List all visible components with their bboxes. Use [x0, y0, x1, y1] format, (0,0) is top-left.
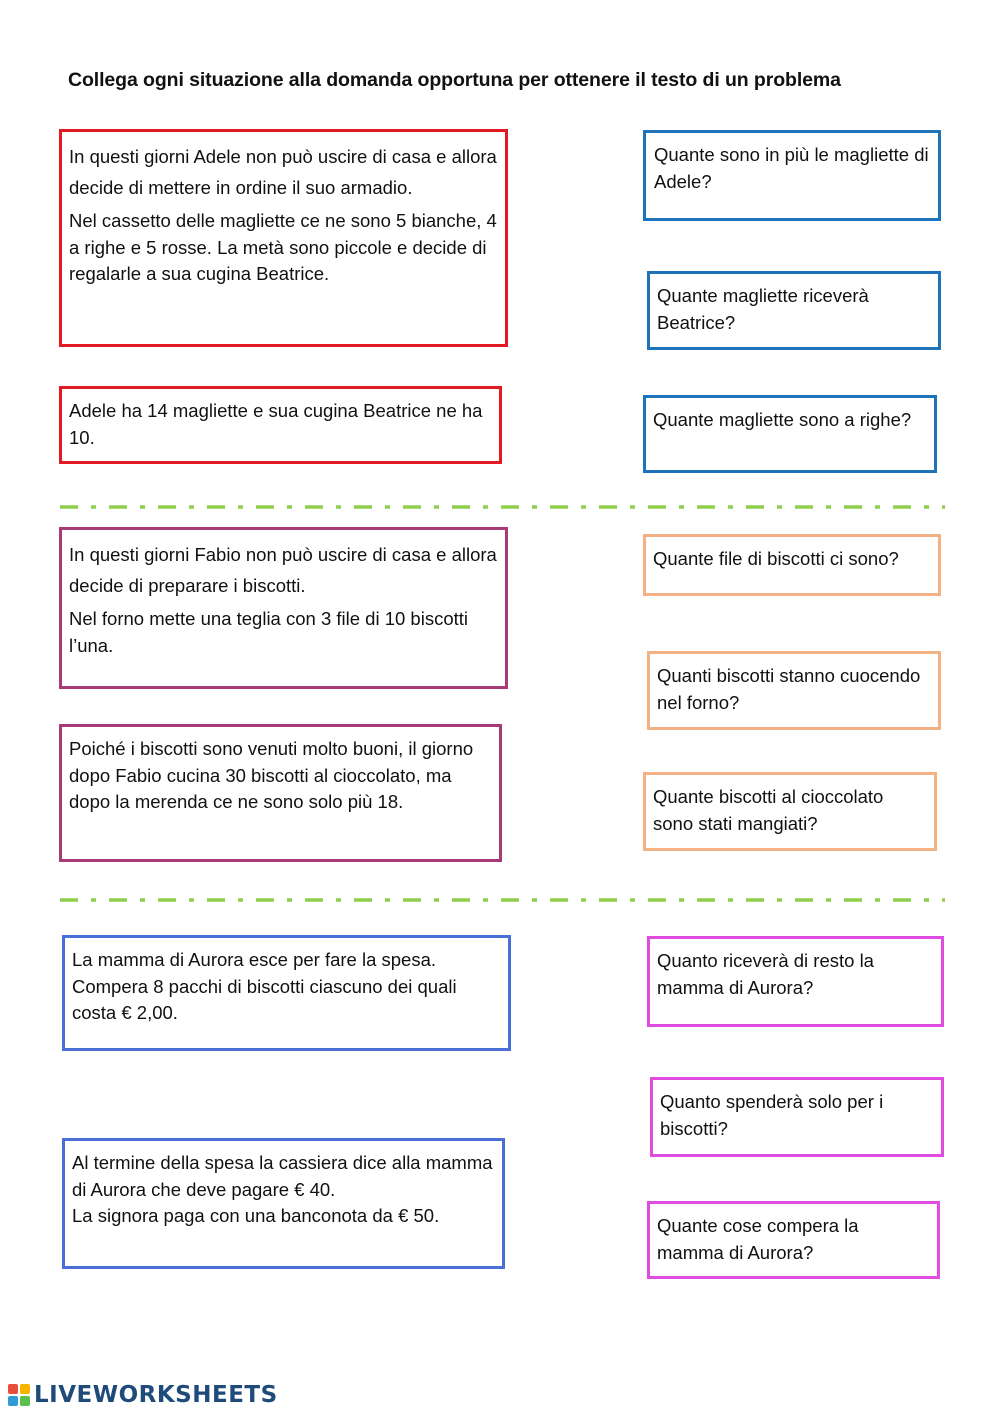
question-box-magliette-in-piu[interactable]: [643, 130, 941, 221]
question-box-cose-comperate[interactable]: [647, 1201, 940, 1279]
section-separator: [60, 503, 945, 511]
question-text: Quanto spenderà solo per i biscotti?: [660, 1091, 884, 1139]
situation-box-fabio-biscotti[interactable]: [59, 527, 508, 689]
question-box-resto[interactable]: [647, 936, 944, 1027]
situation-box-cassiera[interactable]: [62, 1138, 505, 1269]
question-text: Quante biscotti al cioccolato sono stati mangiati?: [653, 786, 884, 834]
situation-text: La mamma di Aurora esce per fare la spesa.: [72, 949, 437, 970]
question-text: Quante magliette sono a righe?: [653, 409, 912, 430]
question-box-file-biscotti[interactable]: [643, 534, 941, 596]
liveworksheets-logo-icon: [8, 1384, 30, 1406]
question-text: Quanto riceverà di resto la mamma di Aurora?: [657, 950, 874, 998]
question-text: Quante file di biscotti ci sono?: [653, 548, 899, 569]
question-box-biscotti-mangiati[interactable]: [643, 772, 937, 851]
liveworksheets-logo[interactable]: [8, 1379, 278, 1411]
question-text: Quante cose compera la mamma di Aurora?: [657, 1215, 859, 1263]
question-text: Quante sono in più le magliette di Adele?: [654, 144, 929, 192]
situation-box-biscotti-cioccolato[interactable]: [59, 724, 502, 862]
question-text: Quanti biscotti stanno cuocendo nel forno?: [657, 665, 921, 713]
question-box-biscotti-forno[interactable]: [647, 651, 941, 730]
page-title: Collega ogni situazione alla domanda opportuna per ottenere il testo di un problema: [68, 69, 841, 91]
question-text: Quante magliette riceverà Beatrice?: [657, 285, 869, 333]
situation-text: Compera 8 pacchi di biscotti ciascuno dei quali costa € 2,00.: [72, 975, 457, 1023]
section-separator: [60, 896, 945, 904]
situation-text: La signora paga con una banconota da € 50.: [72, 1205, 440, 1226]
situation-text: Adele ha 14 magliette e sua cugina Beatrice ne ha 10.: [69, 400, 483, 448]
situation-text: Poiché i biscotti sono venuti molto buoni, il giorno dopo Fabio cucina 30 biscotti al cioccolato, ma dopo la merenda ce ne sono solo più 18.: [69, 738, 474, 812]
situation-text: Nel forno mette una teglia con 3 file di 10 biscotti l’una.: [69, 608, 469, 656]
situation-box-spesa[interactable]: [62, 935, 511, 1051]
situation-text: Al termine della spesa la cassiera dice alla mamma di Aurora che deve pagare € 40.: [72, 1152, 493, 1200]
question-box-magliette-righe[interactable]: [643, 395, 937, 473]
situation-box-adele-armadio[interactable]: [59, 129, 508, 347]
question-box-magliette-beatrice[interactable]: [647, 271, 941, 350]
situation-text: In questi giorni Fabio non può uscire di casa e allora decide di preparare i biscotti.: [69, 544, 497, 596]
situation-text: In questi giorni Adele non può uscire di casa e allora decide di mettere in ordine il suo armadio.: [69, 146, 497, 198]
logo-text: LIVEWORKSHEETS: [34, 1382, 278, 1408]
situation-box-adele-magliette[interactable]: [59, 386, 502, 464]
situation-text: Nel cassetto delle magliette ce ne sono 5 bianche, 4 a righe e 5 rosse. La metà sono piccole e decide di regalarle a sua cugina Beatrice.: [69, 210, 497, 284]
question-box-spesa-biscotti[interactable]: [650, 1077, 944, 1157]
